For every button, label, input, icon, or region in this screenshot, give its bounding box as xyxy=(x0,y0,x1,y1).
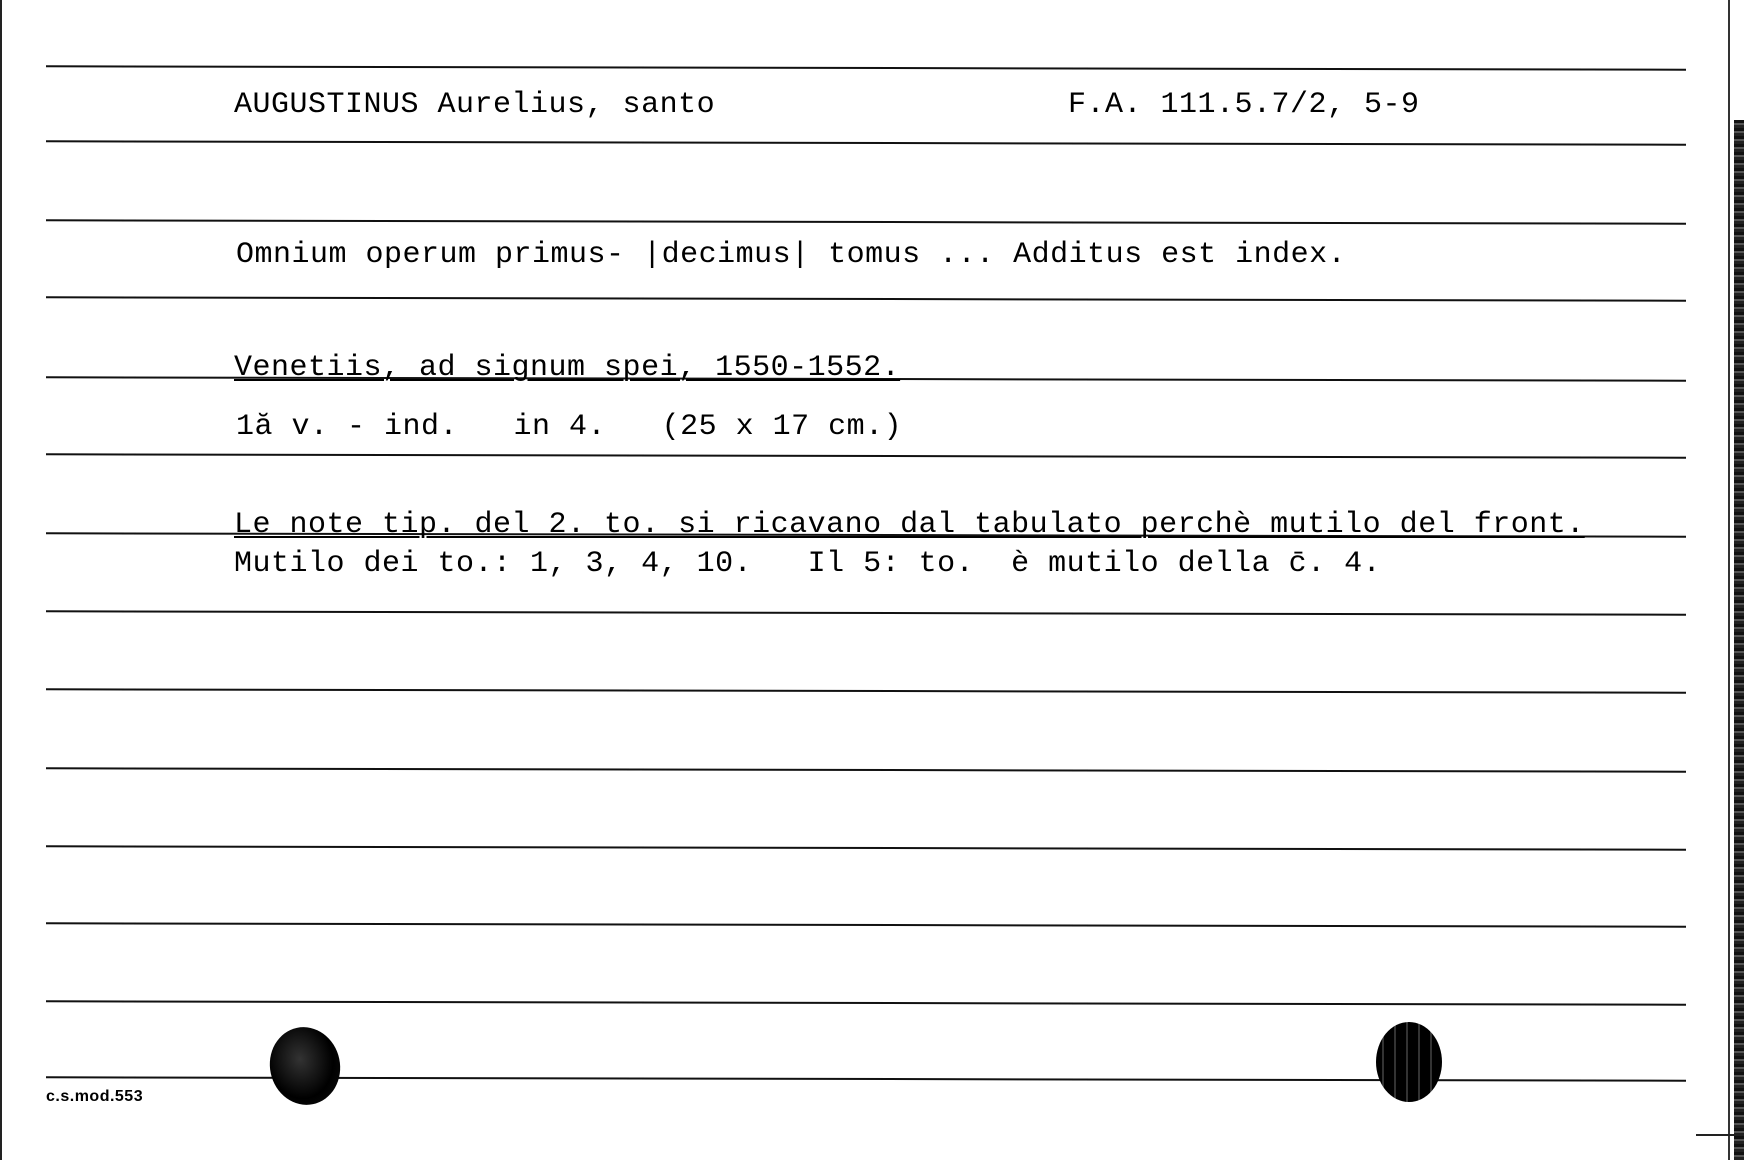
punch-hole-left xyxy=(263,1021,348,1112)
shelfmark: F.A. 111.5.7/2, 5-9 xyxy=(1068,88,1420,122)
author-heading: AUGUSTINUS Aurelius, santo xyxy=(234,88,716,122)
ruled-line xyxy=(46,219,1686,224)
ruled-line xyxy=(46,296,1686,301)
ruled-line xyxy=(46,688,1686,693)
ruled-line xyxy=(46,65,1686,70)
ruled-line xyxy=(46,922,1686,927)
corner-mark xyxy=(1696,1134,1736,1136)
note-line: Le note tip. del 2. to. si ricavano dal tabulato perchè mutilo del front. xyxy=(234,508,1585,542)
ruled-line xyxy=(46,610,1686,615)
ruled-line xyxy=(46,845,1686,850)
ruled-line xyxy=(46,453,1686,458)
ruled-line xyxy=(46,140,1686,145)
card-right-edge-shadow xyxy=(1734,120,1744,1160)
card-right-edge-line xyxy=(1728,0,1730,1160)
imprint: Venetiis, ad signum spei, 1550-1552. xyxy=(234,351,901,385)
card-left-edge xyxy=(0,0,2,1160)
form-code: c.s.mod.553 xyxy=(46,1088,144,1105)
collation: 1ă v. - ind. in 4. (25 x 17 cm.) xyxy=(236,410,903,444)
ruled-line xyxy=(46,767,1686,772)
ruled-line xyxy=(46,1000,1686,1005)
title-statement: Omnium operum primus- |decimus| tomus ... Additus est index. xyxy=(236,238,1347,272)
note-line: Mutilo dei to.: 1, 3, 4, 10. Il 5: to. è mutilo della c̄. 4. xyxy=(234,547,1382,581)
punch-hole-right xyxy=(1376,1022,1442,1102)
